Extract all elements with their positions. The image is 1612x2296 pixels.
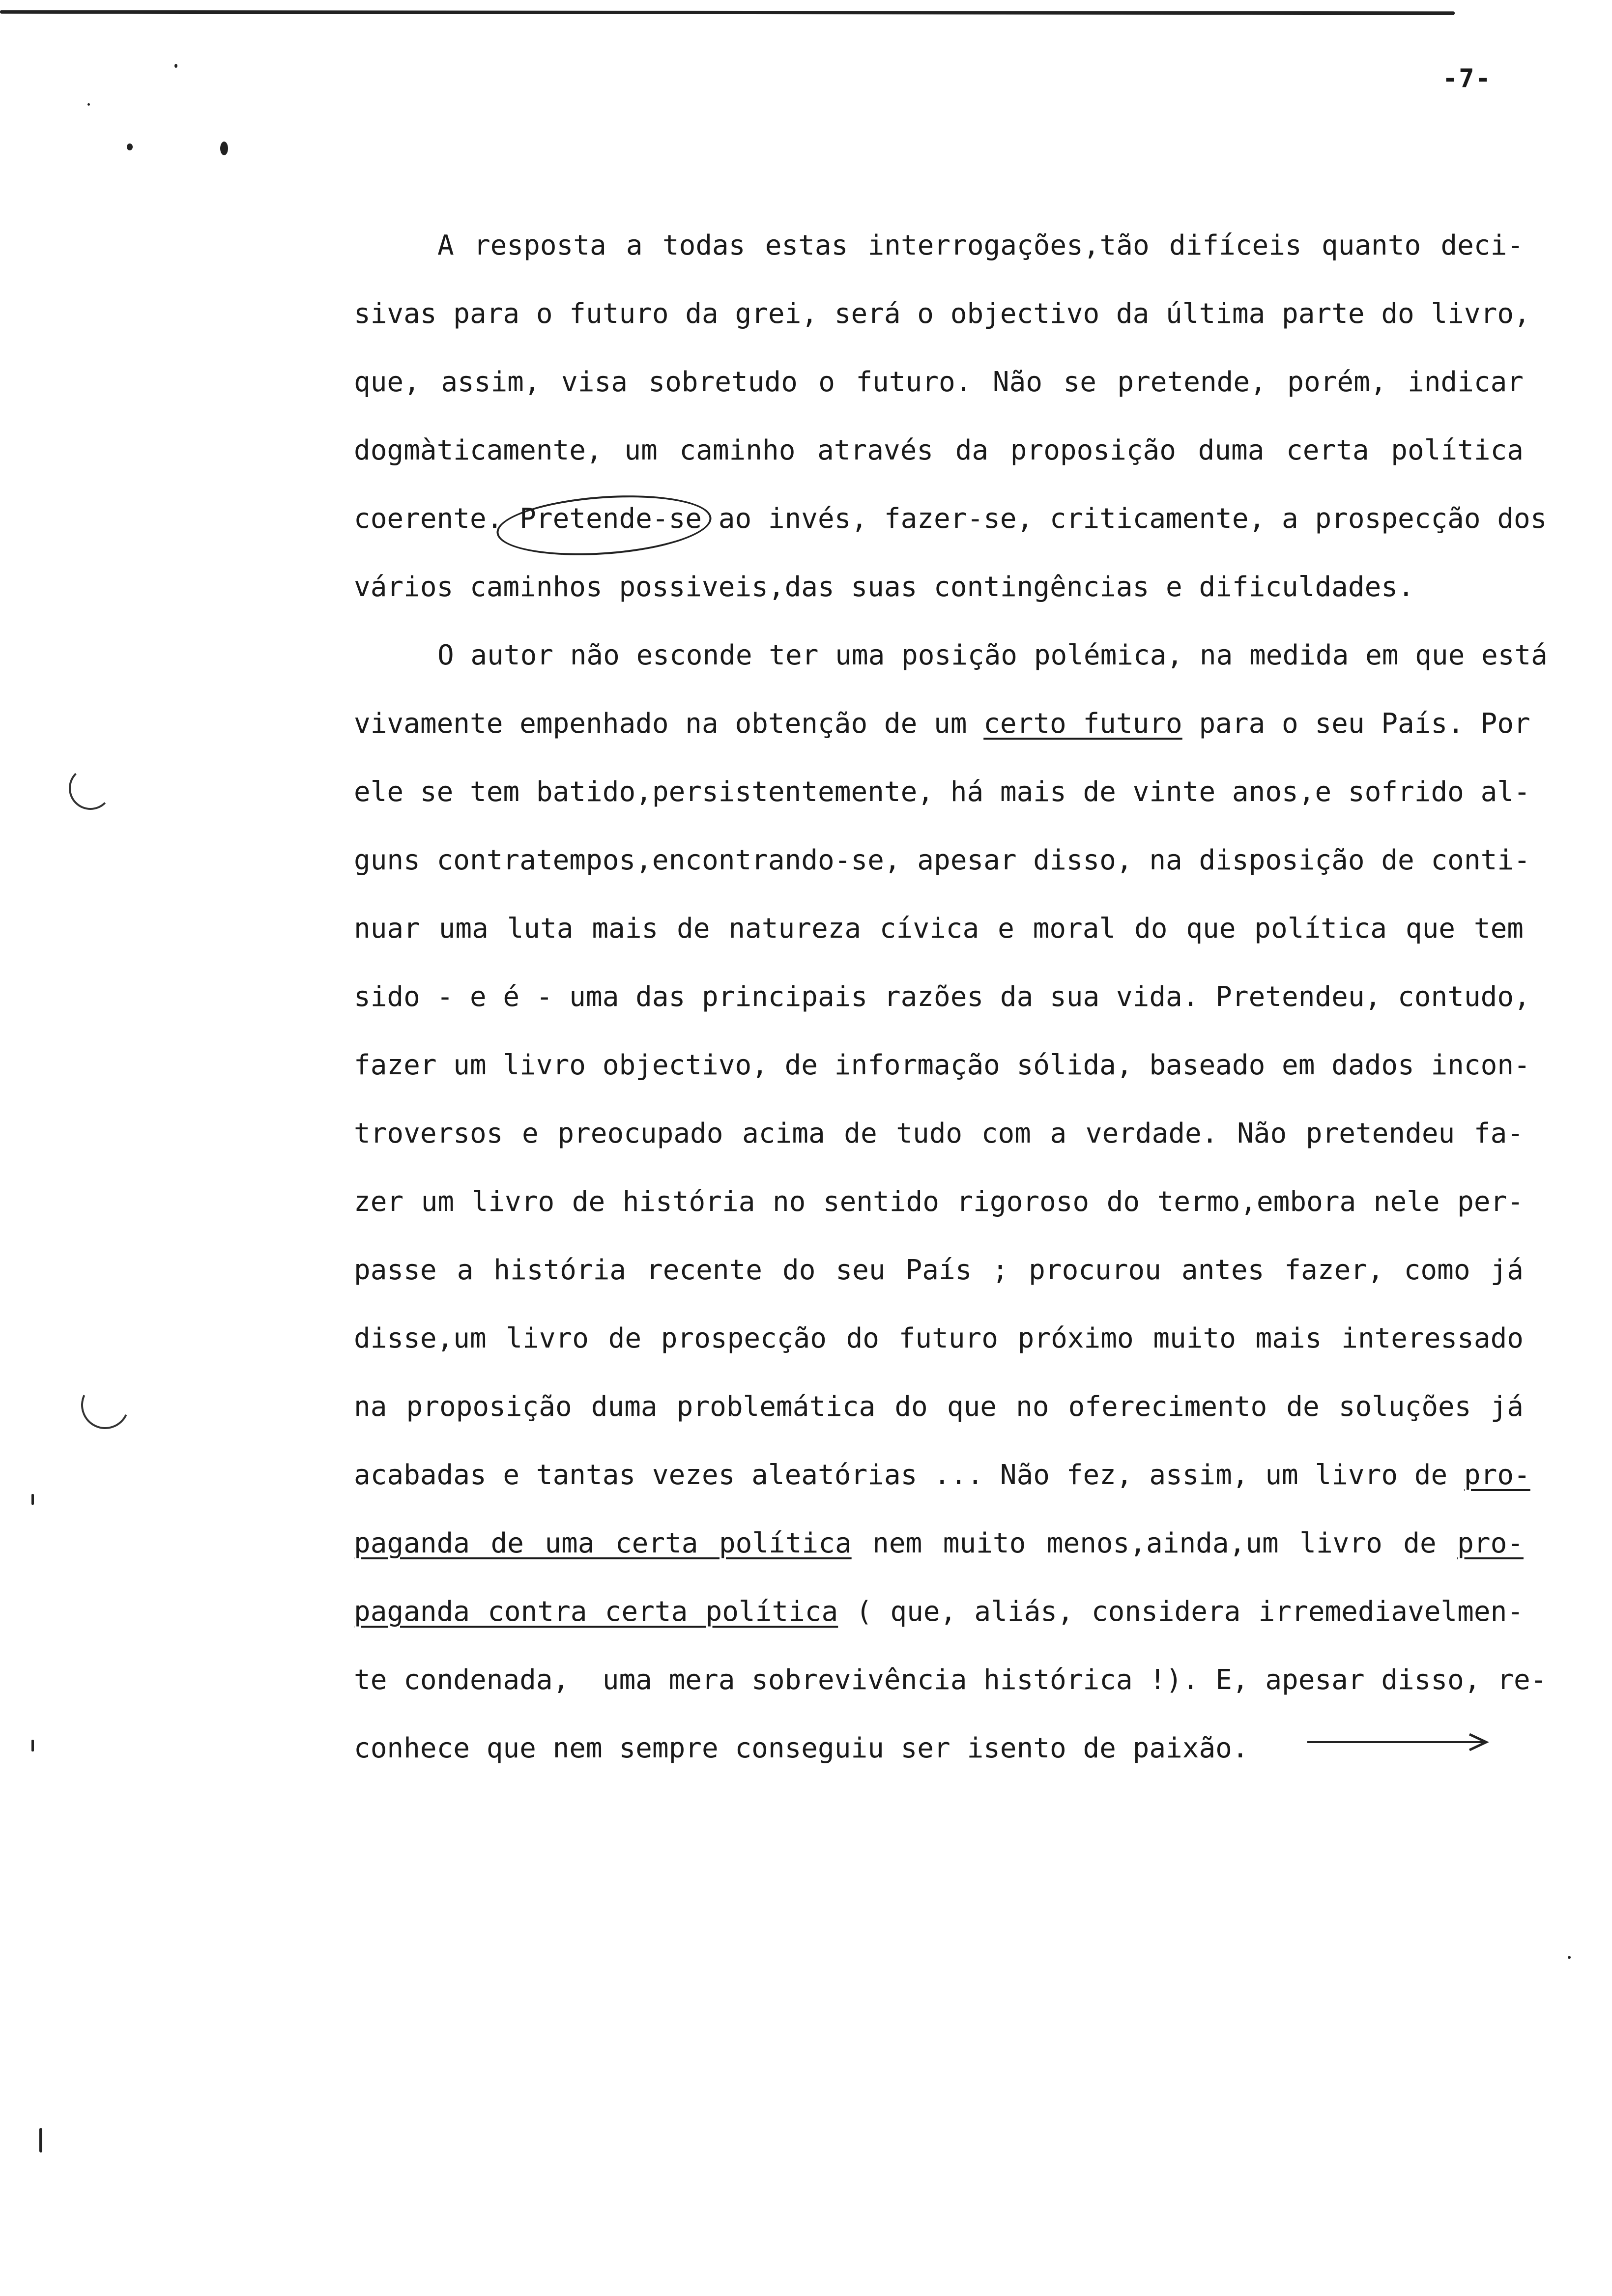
text-line: te condenada, uma mera sobrevivência histórica !). E, apesar disso, re- [354,1664,1547,1696]
scan-speck [127,144,133,150]
scan-speck [220,142,228,155]
scan-speck [174,64,177,68]
top-rule [0,10,1455,15]
scan-speck [1568,1956,1571,1959]
underlined-phrase: certo futuro [983,708,1182,740]
text-line: sivas para o futuro da grei, será o objectivo da última parte do livro, [354,298,1530,330]
text-line [354,1597,1524,1665]
body-text [354,230,1548,1802]
text-line: coerente. Pretende-se ao invés, fazer-se, criticamente, a prospecção dos [354,503,1547,535]
text-line: disse,um livro de prospecção do futuro próximo muito mais interessado [354,1322,1524,1354]
text-line: A resposta a todas estas interrogações,tão difíceis quanto deci- [437,230,1524,261]
text-line: guns contratempos,encontrando-se, apesar disso, na disposição de conti- [354,844,1530,876]
scan-speck [39,2128,42,2152]
text-line: sido - e é - uma das principais razões da sua vida. Pretendeu, contudo, [354,981,1530,1013]
underlined-phrase: pro- [1464,1459,1530,1491]
text-line: dogmàticamente, um caminho através da proposição duma certa política [354,434,1524,466]
text-segment: vivamente empenhado na obtenção de um [354,708,984,740]
text-line: nuar uma luta mais de natureza cívica e moral do que política que tem [354,913,1524,945]
scan-speck [31,1740,34,1751]
text-line: na proposição duma problemática do que no oferecimento de soluções já [354,1391,1524,1423]
page-number: -7- [1442,64,1492,93]
text-line: troversos e preocupado acima de tudo com a verdade. Não pretendeu fa- [354,1118,1524,1149]
text-line: ele se tem batido,persistentemente, há mais de vinte anos,e sofrido al- [354,776,1530,808]
text-line: fazer um livro objectivo, de informação sólida, baseado em dados incon- [354,1049,1530,1081]
text-segment: para o seu País. Por [1182,708,1530,740]
text-line [354,1459,1530,1529]
handwritten-arrow-icon [1288,1732,1494,1752]
text-line [354,708,1530,777]
margin-pencil-mark [69,767,112,810]
scan-speck [31,1494,34,1505]
text-segment: ( que, aliás, considera irremediavelmen- [838,1596,1524,1628]
text-line: zer um livro de história no sentido rigoroso do termo,embora nele per- [354,1186,1524,1218]
underlined-phrase: pro- [1457,1527,1524,1559]
text-segment: acabadas e tantas vezes aleatórias ... Não fez, assim, um livro de [354,1459,1464,1491]
underlined-phrase: paganda contra certa política [354,1596,838,1628]
text-line: O autor não esconde ter uma posição polémica, na medida em que está [437,639,1548,671]
text-segment: nem muito menos,ainda,um livro de [851,1527,1458,1559]
text-line: passe a história recente do seu País ; procurou antes fazer, como já [354,1254,1524,1286]
underlined-phrase: paganda de uma certa política [354,1527,852,1559]
scan-speck [87,103,90,106]
text-line: conhece que nem sempre conseguiu ser isento de paixão. [354,1732,1249,1764]
text-line [354,1529,1524,1597]
margin-pencil-mark [74,1374,136,1436]
text-line: que, assim, visa sobretudo o futuro. Não se pretende, porém, indicar [354,366,1524,398]
text-line: vários caminhos possiveis,das suas contingências e dificuldades. [354,571,1414,603]
